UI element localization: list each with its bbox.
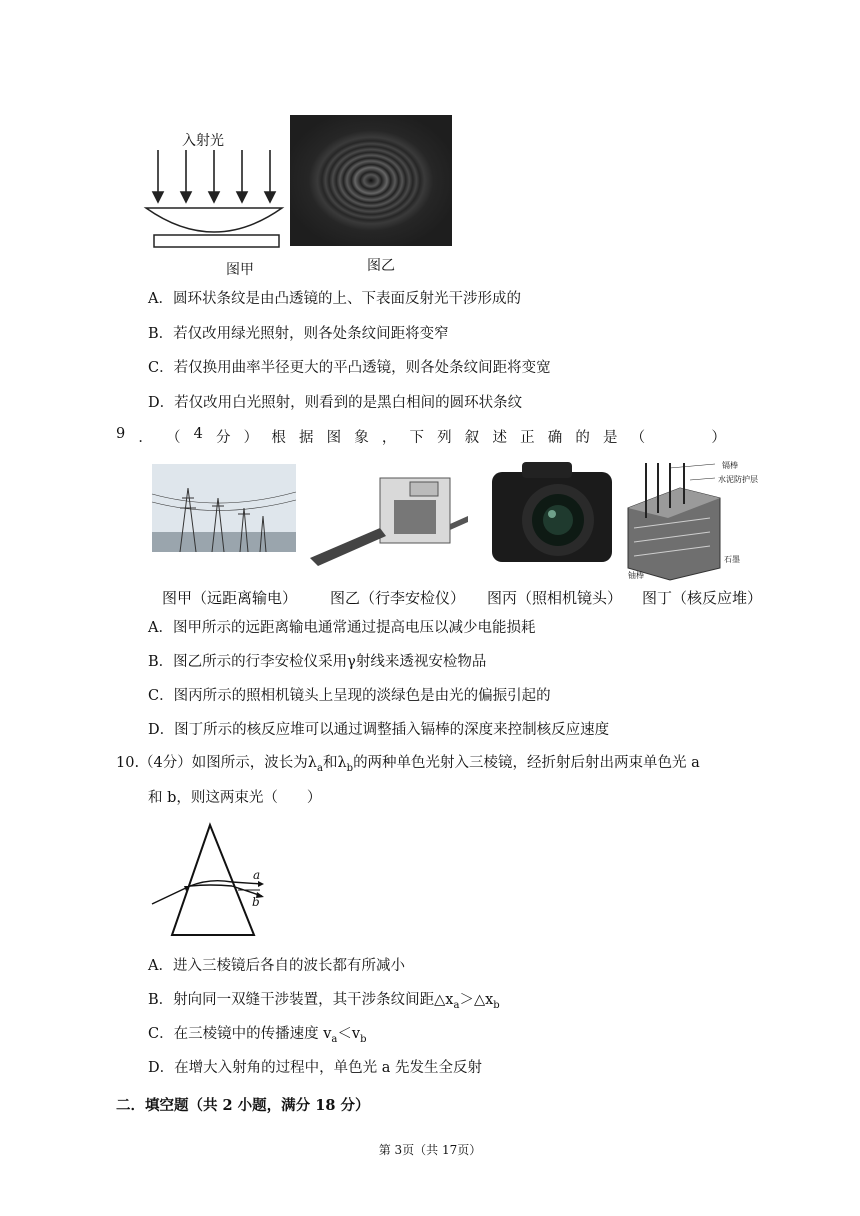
q9-option-d: D．图丁所示的核反应堆可以通过调整插入镉棒的深度来控制核反应速度 xyxy=(148,722,610,738)
caption-xray: 图乙（行李安检仪） xyxy=(330,589,466,607)
q10-option-c: C．在三棱镜中的传播速度 $v_a<v_b$ xyxy=(148,1026,367,1045)
caption-power-line: 图甲（远距离输电） xyxy=(162,589,298,607)
reactor-photo xyxy=(628,463,720,580)
q8-figure xyxy=(140,108,470,283)
q10-option-d: D．在增大入射角的过程中，单色光 a 先发生全反射 xyxy=(148,1060,482,1076)
q8-option-d: D．若仅改用白光照射，则看到的是黑白相间的圆环状条纹 xyxy=(148,395,523,411)
camera-photo xyxy=(492,462,612,562)
q9-option-a: A．图甲所示的远距离输电通常通过提高电压以减少电能损耗 xyxy=(148,620,536,636)
q9-stem: 9 ． （ 4 分 ） 根 据 图 象 ， 下 列 叙 述 正 确 的 是 （ ） xyxy=(116,426,726,446)
q8-option-a: A．圆环状条纹是由凸透镜的上、下表面反射光干涉形成的 xyxy=(148,291,521,307)
q10-stem-line2: 和 b，则这两束光（ ） xyxy=(148,790,322,806)
q9-option-b: B．图乙所示的行李安检仪采用γ射线来透视安检物品 xyxy=(148,654,487,670)
q8-option-c: C．若仅换用曲率半径更大的平凸透镜，则各处条纹间距将变宽 xyxy=(148,360,551,376)
page-footer: 第 3页（共 17页） xyxy=(378,1143,482,1157)
caption-camera: 图丙（照相机镜头） xyxy=(487,589,623,607)
interference-rings-image xyxy=(290,115,452,246)
section-title: 二．填空题（共 2 小题，满分 18 分） xyxy=(116,1097,370,1114)
q10-option-b: B．射向同一双缝干涉装置，其干涉条纹间距$\triangle x_a>\triangle x_b$ xyxy=(148,992,500,1011)
prism-figure xyxy=(148,820,278,942)
reactor-label-cadmium: 镉棒 xyxy=(722,461,738,470)
reactor-label-graphite: 石墨 xyxy=(724,555,740,564)
q8-option-b: B．若仅改用绿光照射，则各处条纹间距将变窄 xyxy=(148,326,449,342)
ray-label-a: a xyxy=(253,868,261,882)
q9-option-c: C．图丙所示的照相机镜头上呈现的淡绿色是由光的偏振引起的 xyxy=(148,688,551,704)
q10-option-a: A．进入三棱镜后各自的波长都有所减小 xyxy=(148,958,405,974)
reactor-label-concrete: 水泥防护层 xyxy=(718,475,758,484)
incident-light-label: 入射光 xyxy=(182,133,224,149)
xray-scanner-photo xyxy=(310,478,468,566)
caption-yi: 图乙 xyxy=(367,258,395,274)
reactor-label-uranium: 铀棒 xyxy=(628,571,644,580)
caption-reactor: 图丁（核反应堆） xyxy=(642,589,763,607)
q9-figures xyxy=(150,458,770,583)
power-tower-photo xyxy=(152,464,296,552)
ray-label-b: b xyxy=(252,895,260,909)
caption-jia: 图甲 xyxy=(226,262,254,278)
q10-stem-line1: 10.（4分）如图所示，波长为$\lambda_a$和$\lambda_b$的两种单色光射入三棱镜，经折射后射出两束单色光 a xyxy=(116,755,700,774)
